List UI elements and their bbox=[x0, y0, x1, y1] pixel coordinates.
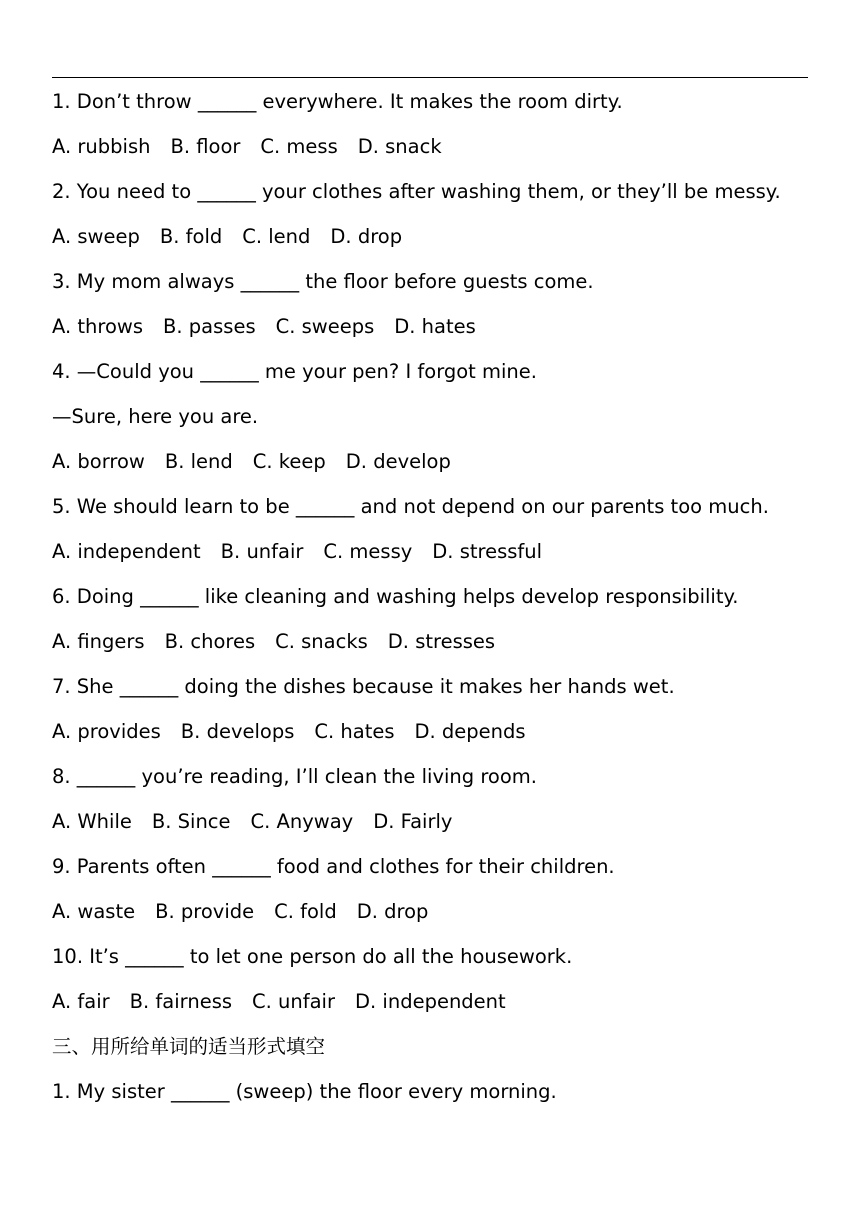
option-d: D. depends bbox=[414, 720, 526, 743]
option-d: D. develop bbox=[345, 450, 451, 473]
option-c: C. keep bbox=[252, 450, 326, 473]
option-a: A. rubbish bbox=[52, 135, 151, 158]
option-a: A. independent bbox=[52, 540, 201, 563]
option-d: D. hates bbox=[394, 315, 476, 338]
section-3-item-1: 1. My sister ______ (sweep) the floor every morning. bbox=[52, 1080, 557, 1103]
option-c: C. unfair bbox=[252, 990, 335, 1013]
option-b: B. unfair bbox=[220, 540, 304, 563]
option-a: A. provides bbox=[52, 720, 161, 743]
option-a: A. throws bbox=[52, 315, 144, 338]
option-c: C. fold bbox=[274, 900, 337, 923]
option-a: A. borrow bbox=[52, 450, 145, 473]
option-a: A. fingers bbox=[52, 630, 145, 653]
option-d: D. stressful bbox=[432, 540, 543, 563]
option-a: A. waste bbox=[52, 900, 136, 923]
question-3-stem: 3. My mom always ______ the floor before guests come. bbox=[52, 270, 594, 293]
question-7-options bbox=[52, 717, 832, 762]
option-b: B. develops bbox=[180, 720, 295, 743]
option-c: C. hates bbox=[314, 720, 395, 743]
option-b: B. Since bbox=[151, 810, 231, 833]
option-b: B. passes bbox=[163, 315, 256, 338]
option-b: B. chores bbox=[164, 630, 256, 653]
question-5-options bbox=[52, 537, 832, 582]
question-6-options bbox=[52, 627, 832, 672]
question-7-stem: 7. She ______ doing the dishes because it makes her hands wet. bbox=[52, 675, 675, 698]
option-d: D. independent bbox=[355, 990, 506, 1013]
option-c: C. sweeps bbox=[275, 315, 375, 338]
option-d: D. snack bbox=[357, 135, 442, 158]
option-c: C. messy bbox=[323, 540, 413, 563]
option-c: C. mess bbox=[260, 135, 338, 158]
question-6-stem: 6. Doing ______ like cleaning and washing helps develop responsibility. bbox=[52, 585, 739, 608]
option-c: C. lend bbox=[242, 225, 311, 248]
question-4-options bbox=[52, 447, 832, 492]
option-a: A. fair bbox=[52, 990, 110, 1013]
question-1-options bbox=[52, 132, 832, 177]
worksheet-content bbox=[52, 87, 832, 1122]
question-3-options bbox=[52, 312, 832, 357]
header-rule bbox=[52, 77, 808, 78]
question-8-options bbox=[52, 807, 832, 852]
option-c: C. Anyway bbox=[250, 810, 354, 833]
question-1-stem: 1. Don’t throw ______ everywhere. It makes the room dirty. bbox=[52, 90, 623, 113]
option-b: B. floor bbox=[170, 135, 241, 158]
option-d: D. drop bbox=[330, 225, 403, 248]
option-c: C. snacks bbox=[275, 630, 368, 653]
question-9-stem: 9. Parents often ______ food and clothes for their children. bbox=[52, 855, 615, 878]
question-5-stem: 5. We should learn to be ______ and not depend on our parents too much. bbox=[52, 495, 769, 518]
question-10-options bbox=[52, 987, 832, 1032]
question-8-stem: 8. ______ you’re reading, I’ll clean the living room. bbox=[52, 765, 537, 788]
option-b: B. fairness bbox=[129, 990, 233, 1013]
option-d: D. stresses bbox=[387, 630, 496, 653]
question-4-reply: —Sure, here you are. bbox=[52, 405, 259, 428]
option-b: B. lend bbox=[164, 450, 233, 473]
option-d: D. Fairly bbox=[373, 810, 453, 833]
option-a: A. While bbox=[52, 810, 132, 833]
question-10-stem: 10. It’s ______ to let one person do all the housework. bbox=[52, 945, 573, 968]
question-2-stem: 2. You need to ______ your clothes after washing them, or they’ll be messy. bbox=[52, 180, 781, 203]
question-4-stem: 4. —Could you ______ me your pen? I forgot mine. bbox=[52, 360, 537, 383]
option-b: B. provide bbox=[155, 900, 255, 923]
question-2-options bbox=[52, 222, 832, 267]
option-b: B. fold bbox=[159, 225, 223, 248]
section-3-heading: 三、用所给单词的适当形式填空 bbox=[52, 1035, 326, 1058]
question-9-options bbox=[52, 897, 832, 942]
option-d: D. drop bbox=[356, 900, 429, 923]
option-a: A. sweep bbox=[52, 225, 140, 248]
